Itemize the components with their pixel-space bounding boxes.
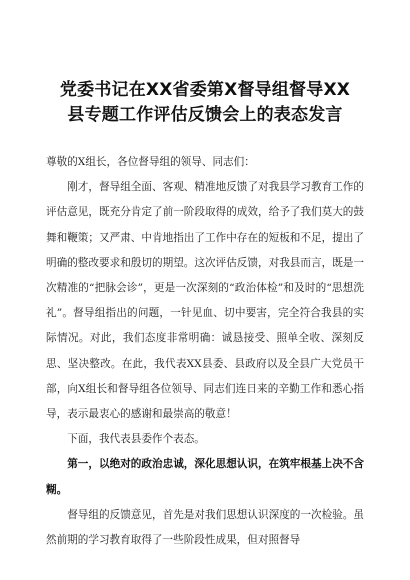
paragraph-statement-intro: 下面，我代表县委作个表态。 (67, 433, 205, 446)
document-body (46, 150, 364, 553)
paragraph-section-body: 督导组的反馈意见，首先是对我们思想认识深度的一次检验。虽然前期的学习教育取得了一些阶段性成果，但对照督导 (46, 508, 364, 547)
document-title: 党委书记在XX省委第X督导组督导XX县专题工作评估反馈会上的表态发言 (59, 80, 351, 125)
section-heading-first: 第一，以绝对的政治忠诚，深化思想认识，在筑牢根基上决不含糊。 (46, 458, 364, 496)
paragraph-opening: 刚才，督导组全面、客观、精准地反馈了对我县学习教育工作的评估意见，既充分肯定了前一阶段取得的成效，给予了我们莫大的鼓舞和鞭策；又严肃、中肯地指出了工作中存在的短板和不足，提出了明确的整改要求和殷切的期望。这次评估反馈，对我县而言，既是一次精准的“把脉会诊”，更是一次深刻的“政治体检”和及时的“思想洗礼”。督导组指出的问题，一针见血、切中要害，完全符合我县的实际情况。对此，我们态度非常明确：诚恳接受、照单全收、深刻反思、坚决整改。在此，我代表XX县委、县政府以及全县广大党员干部，向X组长和督导组各位领导、同志们连日来的辛勤工作和悉心指导，表示最衷心的感谢和最崇高的敬意！ (46, 181, 364, 421)
salutation: 尊敬的X组长，各位督导组的领导、同志们： (46, 156, 255, 168)
